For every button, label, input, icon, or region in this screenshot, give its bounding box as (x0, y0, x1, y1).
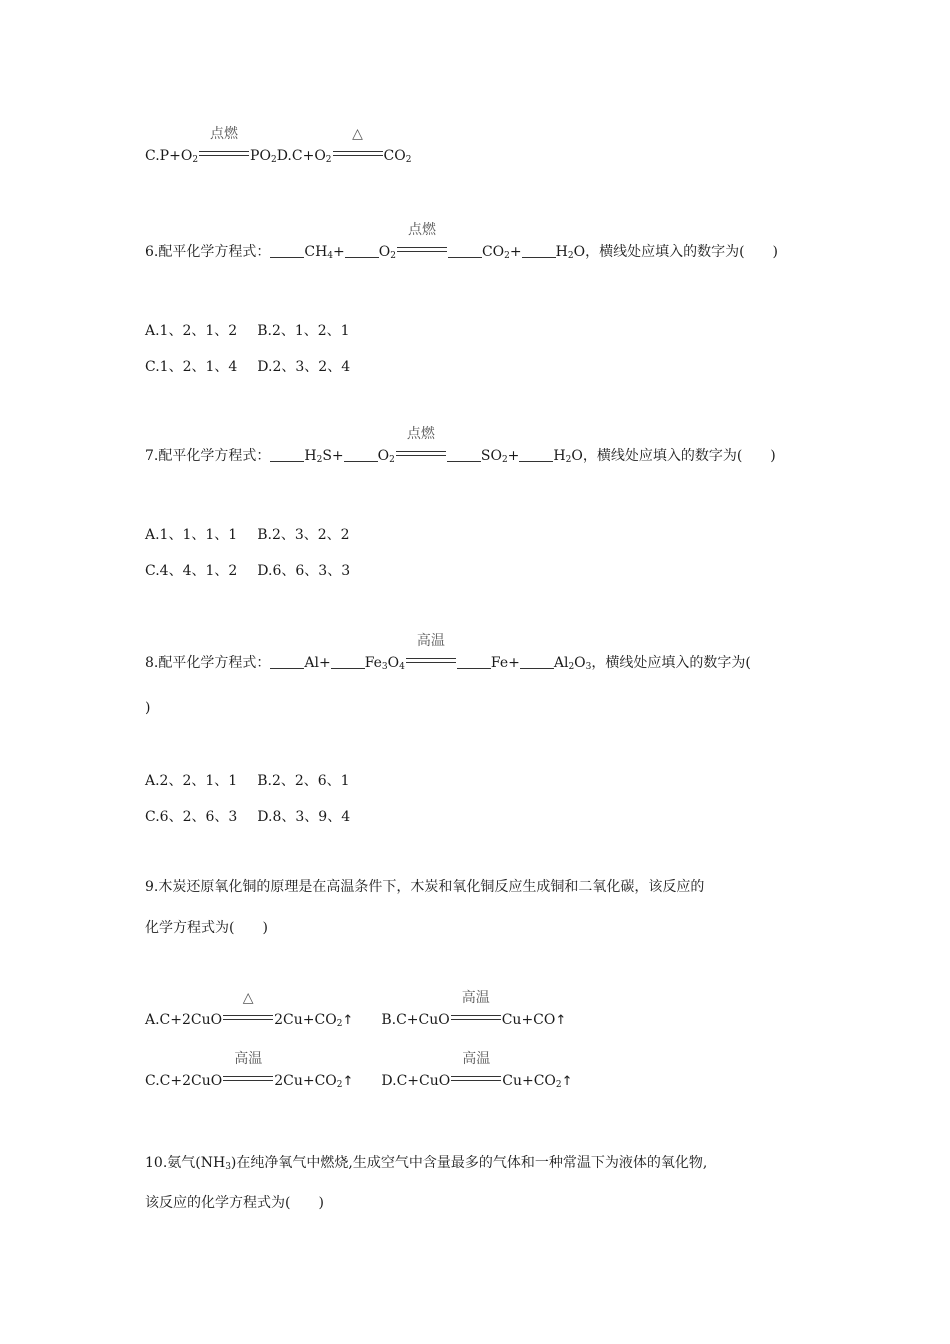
q6-option-b[interactable]: B.2、1、2、1 (257, 323, 350, 339)
q6-stem: 6.配平化学方程式： $CH_4+ O_2$ 点燃 $CO_2+ H_2O$，横线处应填入的数字为( ) (145, 222, 779, 261)
q7-options-cd (145, 561, 350, 581)
equals-sign (406, 658, 456, 663)
q5-c-condition: 点燃 (199, 143, 249, 163)
answer-blank[interactable] (270, 243, 304, 258)
answer-blank[interactable] (457, 654, 491, 669)
up-arrow-icon: ↑ (561, 1074, 573, 1089)
equals-sign (451, 1015, 501, 1020)
answer-blank[interactable] (448, 243, 482, 258)
q9-stem-line2: 化学方程式为( ) (145, 920, 268, 936)
equals-sign (397, 247, 447, 252)
q6-suffix: ，横线处应填入的数字为( ) (585, 244, 779, 260)
q7-prefix: 7.配平化学方程式： (145, 448, 271, 464)
q8-option-b[interactable]: B.2、2、6、1 (257, 773, 350, 789)
q8-option-a[interactable]: A.2、2、1、1 (145, 773, 238, 789)
up-arrow-icon: ↑ (342, 1013, 354, 1028)
q8-suffix: ，横线处应填入的数字为( (591, 655, 751, 671)
q10-stem-line1: 10.氨气$(NH_3)$在纯净氧气中燃烧,生成空气中含量最多的气体和一种常温下为液体的氧化物, (145, 1155, 708, 1172)
q9-options-cd (145, 1051, 573, 1092)
q9-d-condition: 高温 (451, 1068, 501, 1088)
q6-option-a[interactable]: A.1、2、1、2 (145, 323, 238, 339)
answer-blank[interactable] (447, 447, 481, 462)
q7-condition: 点燃 (396, 443, 446, 463)
q9-option-b[interactable]: B.C+CuO 高温 Cu+CO↑ (381, 990, 567, 1028)
q7-suffix: ，横线处应填入的数字为( ) (582, 448, 776, 464)
q9-c-condition: 高温 (223, 1068, 273, 1088)
q7-option-a[interactable]: A.1、1、1、1 (145, 527, 238, 543)
answer-blank[interactable] (520, 654, 554, 669)
answer-blank[interactable] (270, 654, 304, 669)
equals-sign (199, 151, 249, 156)
q6-option-d[interactable]: D.2、3、2、4 (257, 359, 351, 375)
q6-prefix: 6.配平化学方程式： (145, 244, 271, 260)
q9-b-condition: 高温 (451, 1007, 501, 1027)
q9-stem-line1: 9.木炭还原氧化铜的原理是在高温条件下，木炭和氧化铜反应生成铜和二氧化碳，该反应的 (145, 879, 705, 895)
answer-blank[interactable] (331, 654, 365, 669)
q6-option-c[interactable]: C.1、2、1、4 (145, 359, 238, 375)
equals-sign (451, 1076, 501, 1081)
q9-a-condition: △ (223, 1007, 273, 1027)
up-arrow-icon: ↑ (555, 1013, 567, 1028)
equals-sign (223, 1076, 273, 1081)
q7-options-ab (145, 525, 350, 545)
q5-options-cd: $C.P+O_2$ 点燃 $PO_2D.C+O_2$ △ $CO_2$ (145, 126, 412, 165)
q6-condition: 点燃 (397, 239, 447, 259)
q9-option-c[interactable]: C.C+2CuO 高温 $2Cu+CO_2↑$ (145, 1051, 354, 1090)
q10-stem-line2: 该反应的化学方程式为( ) (145, 1195, 324, 1211)
q8-option-d[interactable]: D.8、3、9、4 (257, 809, 351, 825)
q8-stem: 8.配平化学方程式： $Al+ Fe_3O_4$ 高温 $Fe+ Al_2O_3$，横线处应填入的数字为( (145, 633, 751, 672)
q7-option-c[interactable]: C.4、4、1、2 (145, 563, 238, 579)
equals-sign (333, 151, 383, 156)
q8-condition: 高温 (406, 650, 456, 670)
answer-blank[interactable] (345, 243, 379, 258)
q7-option-b[interactable]: B.2、3、2、2 (257, 527, 350, 543)
q6-options-ab (145, 321, 350, 341)
answer-blank[interactable] (344, 447, 378, 462)
q5-c-label: C. (145, 148, 160, 164)
q9-options-ab (145, 990, 567, 1031)
answer-blank[interactable] (522, 243, 556, 258)
q5-d-label: D. (276, 148, 292, 164)
answer-blank[interactable] (270, 447, 304, 462)
q8-stem-close: ) (145, 700, 151, 716)
q9-option-d[interactable]: D.C+CuO 高温 $Cu+CO_2↑$ (381, 1051, 573, 1090)
q5-d-condition: △ (333, 143, 383, 163)
equals-sign (396, 451, 446, 456)
answer-blank[interactable] (519, 447, 553, 462)
q8-options-cd (145, 807, 350, 827)
q8-option-c[interactable]: C.6、2、6、3 (145, 809, 238, 825)
up-arrow-icon: ↑ (342, 1074, 354, 1089)
q9-option-a[interactable]: A.C+2CuO △ $2Cu+CO_2↑$ (145, 990, 354, 1029)
q7-option-d[interactable]: D.6、6、3、3 (257, 563, 351, 579)
q6-options-cd (145, 357, 350, 377)
q8-options-ab (145, 771, 350, 791)
equals-sign (223, 1015, 273, 1020)
q7-stem: 7.配平化学方程式： $H_2S+ O_2$ 点燃 $SO_2+ H_2O$，横线处应填入的数字为( ) (145, 426, 776, 465)
q8-prefix: 8.配平化学方程式： (145, 655, 271, 671)
